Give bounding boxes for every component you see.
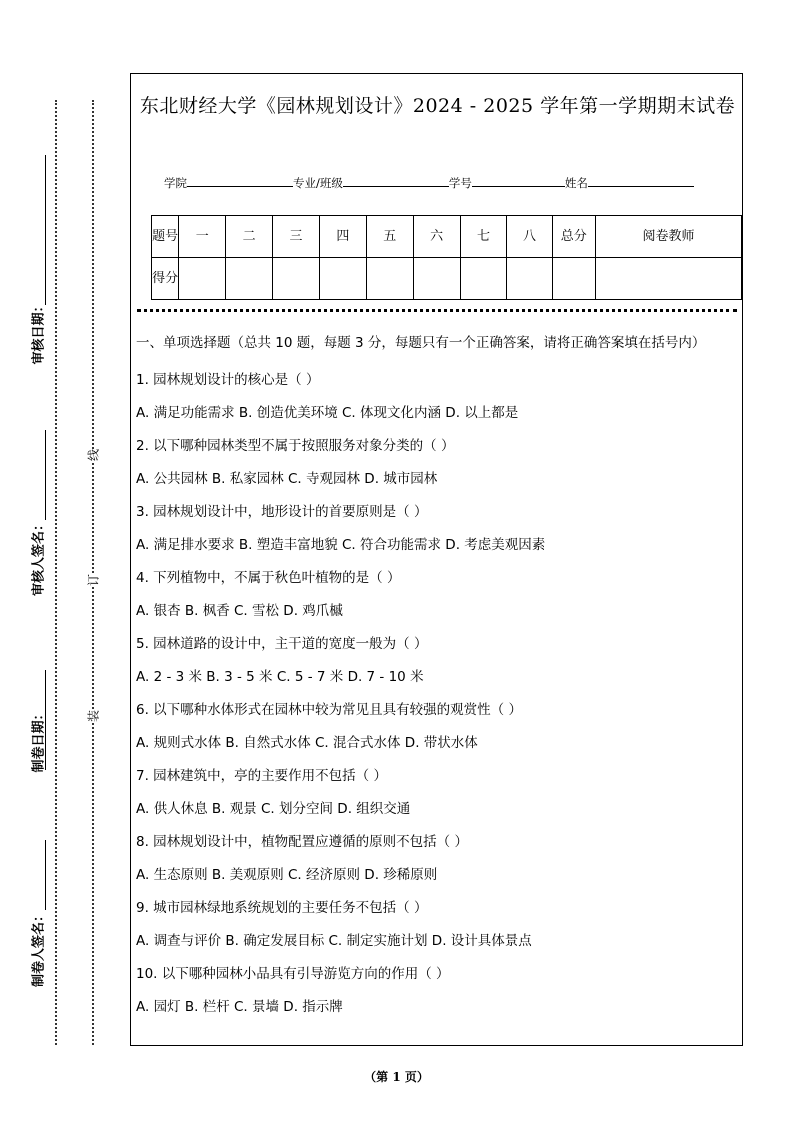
question-text: 4. 下列植物中，不属于秋色叶植物的是（ ）: [136, 570, 401, 586]
question-text: 5. 园林道路的设计中，主干道的宽度一般为（ ）: [136, 636, 428, 652]
reviewer-date-label: 审核日期：: [31, 299, 47, 365]
score-col-3: 三: [273, 216, 320, 258]
page-number: （第 1 页）: [364, 1070, 429, 1084]
student-info-row: [164, 174, 694, 191]
score-cell[interactable]: [226, 258, 273, 300]
major-label: 专业/班级: [293, 176, 343, 190]
question-options: A. 银杏 B. 枫香 C. 雪松 D. 鸡爪槭: [136, 603, 343, 619]
score-cell[interactable]: [366, 258, 413, 300]
score-col-total: 总分: [552, 216, 595, 258]
question-text: 10. 以下哪种园林小品具有引导游览方向的作用（ ）: [136, 966, 450, 982]
score-cell[interactable]: [507, 258, 552, 300]
maker-sign-blank: [45, 840, 46, 910]
binding-char-install: 装: [83, 710, 104, 722]
score-cell[interactable]: [595, 258, 741, 300]
binding-dotted-line-outer: [55, 100, 57, 1045]
score-col-grader: 阅卷教师: [595, 216, 741, 258]
score-cell[interactable]: [273, 258, 320, 300]
score-col-8: 八: [507, 216, 552, 258]
section-heading: 一、单项选择题（总共 10 题，每题 3 分，每题只有一个正确答案，请将正确答案填在括号内）: [136, 335, 706, 351]
college-field[interactable]: [187, 174, 293, 187]
reviewer-sign-blank: [45, 430, 46, 520]
score-col-2: 二: [226, 216, 273, 258]
exam-title: 东北财经大学《园林规划设计》2024 - 2025 学年第一学期期末试卷: [139, 95, 736, 117]
question-text: 9. 城市园林绿地系统规划的主要任务不包括（ ）: [136, 900, 428, 916]
score-row-label-score: 得分: [152, 258, 179, 300]
maker-sign-label: 制卷人签名：: [31, 908, 47, 988]
question-text: 6. 以下哪种水体形式在园林中较为常见且具有较强的观赏性（ ）: [136, 702, 522, 718]
question-options: A. 供人休息 B. 观景 C. 划分空间 D. 组织交通: [136, 801, 411, 817]
score-col-1: 一: [179, 216, 226, 258]
question-text: 8. 园林规划设计中，植物配置应遵循的原则不包括（ ）: [136, 834, 468, 850]
score-row-label-number: 题号: [152, 216, 179, 258]
score-cell[interactable]: [460, 258, 507, 300]
score-cell[interactable]: [552, 258, 595, 300]
question-options: A. 园灯 B. 栏杆 C. 景墙 D. 指示牌: [136, 999, 343, 1015]
exam-frame: [130, 73, 743, 1046]
question-options: A. 公共园林 B. 私家园林 C. 寺观园林 D. 城市园林: [136, 471, 438, 487]
maker-date-label: 制卷日期：: [31, 707, 47, 773]
name-field[interactable]: [588, 174, 694, 187]
score-col-4: 四: [319, 216, 366, 258]
question-text: 2. 以下哪种园林类型不属于按照服务对象分类的（ ）: [136, 438, 455, 454]
question-options: A. 规则式水体 B. 自然式水体 C. 混合式水体 D. 带状水体: [136, 735, 478, 751]
score-cell[interactable]: [179, 258, 226, 300]
binding-char-order: 订: [83, 574, 104, 586]
major-field[interactable]: [343, 174, 449, 187]
question-options: A. 满足功能需求 B. 创造优美环境 C. 体现文化内涵 D. 以上都是: [136, 405, 519, 421]
question-text: 7. 园林建筑中，亭的主要作用不包括（ ）: [136, 768, 387, 784]
student-id-label: 学号: [448, 176, 472, 190]
score-table: [151, 215, 742, 300]
question-options: A. 满足排水要求 B. 塑造丰富地貌 C. 符合功能需求 D. 考虑美观因素: [136, 537, 546, 553]
name-label: 姓名: [564, 176, 588, 190]
score-col-5: 五: [366, 216, 413, 258]
section-single-choice: [136, 332, 736, 1024]
score-col-7: 七: [460, 216, 507, 258]
question-options: A. 生态原则 B. 美观原则 C. 经济原则 D. 珍稀原则: [136, 867, 438, 883]
score-cell[interactable]: [319, 258, 366, 300]
score-cell[interactable]: [413, 258, 460, 300]
reviewer-date-blank: [45, 155, 46, 305]
score-col-6: 六: [413, 216, 460, 258]
binding-char-line: 线: [83, 449, 104, 461]
question-options: A. 2 - 3 米 B. 3 - 5 米 C. 5 - 7 米 D. 7 - 10 米: [136, 669, 424, 685]
question-options: A. 调查与评价 B. 确定发展目标 C. 制定实施计划 D. 设计具体景点: [136, 933, 532, 949]
reviewer-sign-label: 审核人签名：: [31, 517, 47, 597]
student-id-field[interactable]: [472, 174, 565, 187]
question-text: 1. 园林规划设计的核心是（ ）: [136, 372, 320, 388]
college-label: 学院: [164, 176, 187, 190]
binding-dotted-line-inner: [92, 100, 94, 1045]
question-text: 3. 园林规划设计中，地形设计的首要原则是（ ）: [136, 504, 428, 520]
section-separator: [137, 309, 737, 312]
